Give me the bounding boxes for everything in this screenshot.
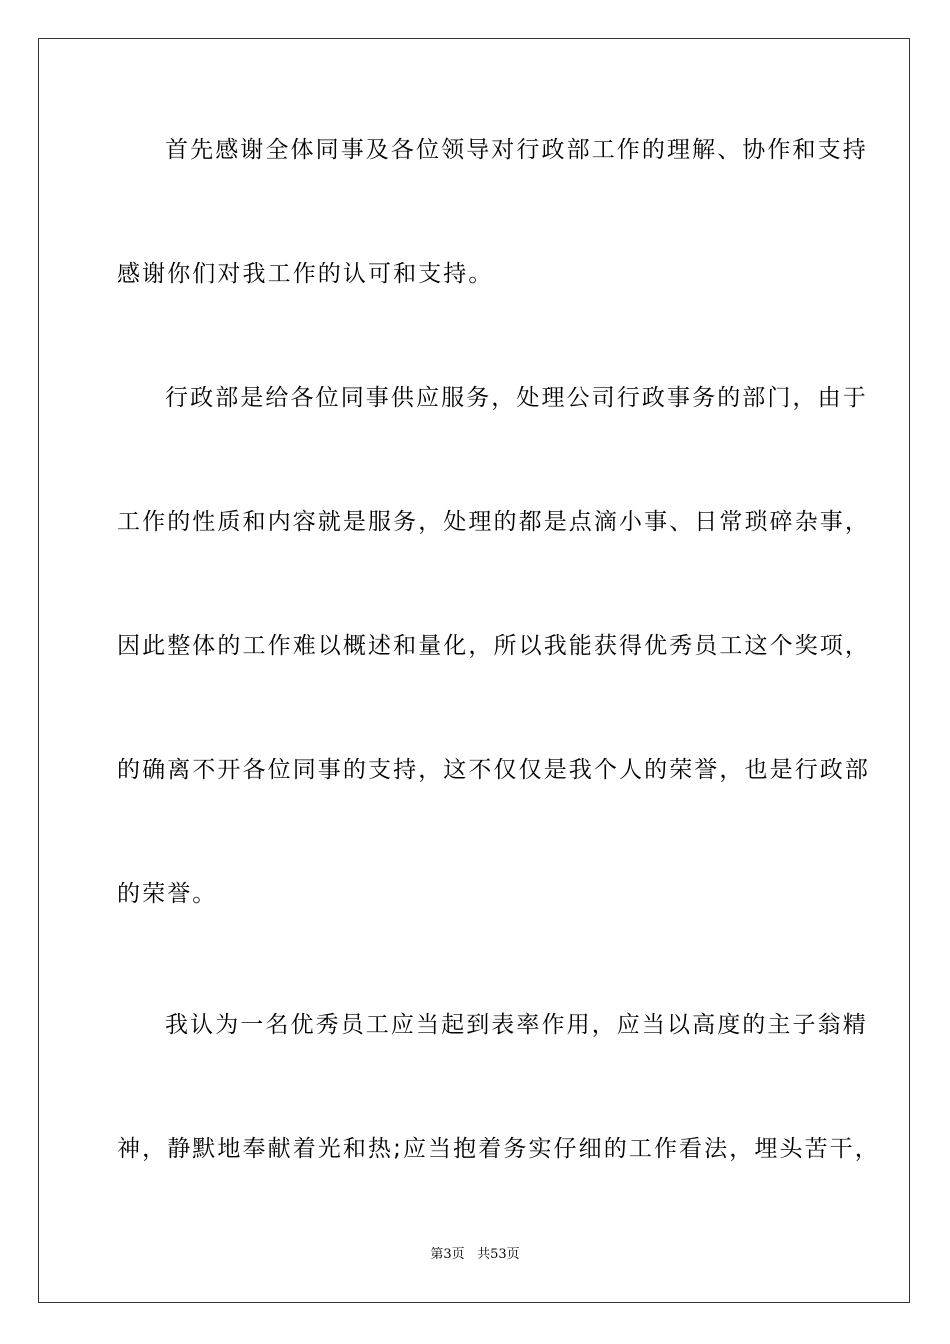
paragraph-2-line-5: 的荣誉。 bbox=[117, 881, 218, 907]
page-number: 第3页 bbox=[430, 1247, 465, 1262]
paragraph-2-line-4: 的确离不开各位同事的支持，这不仅仅是我个人的荣誉，也是行政部 bbox=[117, 757, 870, 783]
paragraph-1-line-1: 首先感谢全体同事及各位领导对行政部工作的理解、协作和支持 bbox=[165, 137, 868, 163]
paragraph-2-line-2: 工作的性质和内容就是服务，处理的都是点滴小事、日常琐碎杂事， bbox=[117, 509, 870, 535]
page-total: 共53页 bbox=[477, 1247, 520, 1262]
paragraph-3-line-1: 我认为一名优秀员工应当起到表率作用，应当以高度的主子翁精 bbox=[165, 1012, 868, 1038]
page-footer bbox=[0, 1246, 950, 1264]
page-border bbox=[38, 38, 910, 1303]
paragraph-2-line-3: 因此整体的工作难以概述和量化，所以我能获得优秀员工这个奖项， bbox=[117, 633, 870, 659]
paragraph-2-line-1: 行政部是给各位同事供应服务，处理公司行政事务的部门，由于 bbox=[165, 385, 868, 411]
paragraph-3-line-2: 神，静默地奉献着光和热;应当抱着务实仔细的工作看法，埋头苦干， bbox=[117, 1136, 880, 1162]
paragraph-1-line-2: 感谢你们对我工作的认可和支持。 bbox=[117, 261, 494, 287]
